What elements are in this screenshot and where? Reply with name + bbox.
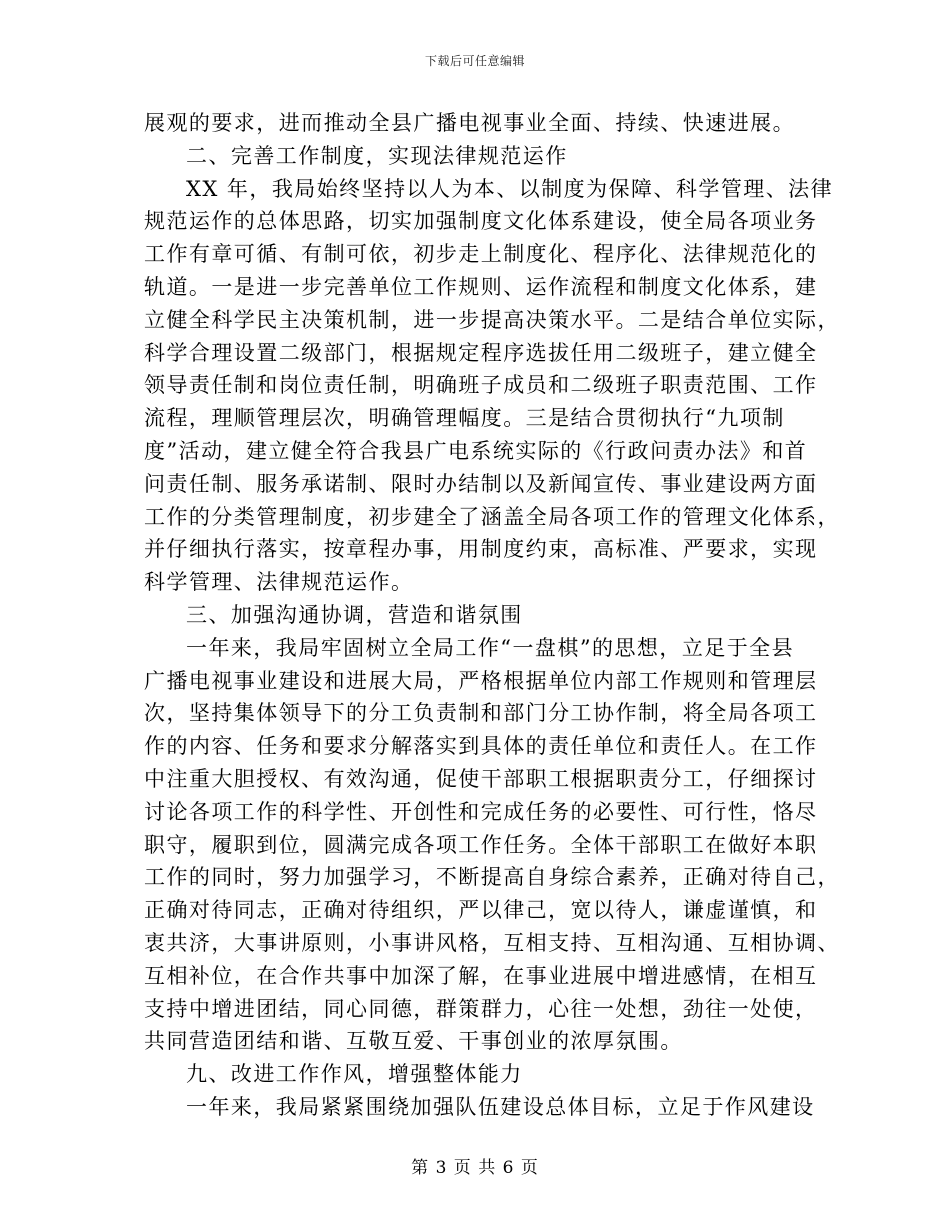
text-line: 科学管理、法律规范运作。 xyxy=(144,570,414,595)
text-line: 工作有章可循、有制可依，初步走上制度化、程序化、法律规范化的 xyxy=(144,242,818,267)
text-line: 支持中增进团结，同心同德，群策群力，心往一处想，劲往一处使， xyxy=(144,996,818,1021)
text-line: 度”活动，建立健全符合我县广电系统实际的《行政问责办法》和首 xyxy=(144,438,808,463)
text-line: 问责任制、服务承诺制、限时办结制以及新闻宣传、事业建设两方面 xyxy=(144,471,818,496)
document-body xyxy=(144,107,840,1124)
text-line: 共同营造团结和谐、互敬互爱、干事创业的浓厚氛围。 xyxy=(144,1029,683,1054)
text-line: 中注重大胆授权、有效沟通，促使干部职工根据职责分工，仔细探讨 xyxy=(144,766,818,791)
page-footer: 第 3 页 共 6 页 xyxy=(411,1158,539,1178)
text-line: 工作的同时，努力加强学习，不断提高自身综合素养，正确对待自己， xyxy=(144,865,840,890)
text-line: 二、完善工作制度，实现法律规范运作 xyxy=(186,143,568,168)
text-line: 立健全科学民主决策机制，进一步提高决策水平。二是结合单位实际， xyxy=(144,307,840,332)
text-line: 职守，履职到位，圆满完成各项工作任务。全体干部职工在做好本职 xyxy=(144,832,818,857)
text-line: 流程，理顺管理层次，明确管理幅度。三是结合贯彻执行“九项制 xyxy=(144,406,785,431)
text-line: 次，坚持集体领导下的分工负责制和部门分工协作制，将全局各项工 xyxy=(144,701,818,726)
text-line: 九、改进工作作风，增强整体能力 xyxy=(186,1062,523,1087)
text-line: 展观的要求，进而推动全县广播电视事业全面、持续、快速进展。 xyxy=(144,111,796,135)
text-line: 轨道。一是进一步完善单位工作规则、运作流程和制度文化体系，建 xyxy=(144,274,818,299)
text-line: 作的内容、任务和要求分解落实到具体的责任单位和责任人。在工作 xyxy=(144,734,818,759)
text-line: 正确对待同志，正确对待组织，严以律己，宽以待人，谦虚谨慎，和 xyxy=(144,898,818,923)
text-line: 广播电视事业建设和进展大局，严格根据单位内部工作规则和管理层 xyxy=(144,668,818,693)
text-line: 科学合理设置二级部门，根据规定程序选拔任用二级班子，建立健全 xyxy=(144,340,818,365)
text-line: 领导责任制和岗位责任制，明确班子成员和二级班子职责范围、工作 xyxy=(144,373,818,398)
text-line: 讨论各项工作的科学性、开创性和完成任务的必要性、可行性，恪尽 xyxy=(144,799,818,824)
text-line: XX 年，我局始终坚持以人为本、以制度为保障、科学管理、法律 xyxy=(186,176,834,201)
text-line: 并仔细执行落实，按章程办事，用制度约束，高标准、严要求，实现 xyxy=(144,537,818,562)
page-header: 下载后可任意编辑 xyxy=(424,54,525,68)
text-line: 互相补位，在合作共事中加深了解，在事业进展中增进感情，在相互 xyxy=(144,963,818,988)
text-line: 一年来，我局牢固树立全局工作“一盘棋”的思想，立足于全县 xyxy=(186,635,795,660)
text-line: 衷共济，大事讲原则，小事讲风格，互相支持、互相沟通、互相协调、 xyxy=(144,930,840,955)
text-line: 一年来，我局紧紧围绕加强队伍建设总体目标，立足于作风建设 xyxy=(186,1094,815,1119)
text-line: 工作的分类管理制度，初步建全了涵盖全局各项工作的管理文化体系， xyxy=(144,504,840,529)
text-line: 规范运作的总体思路，切实加强制度文化体系建设，使全局各项业务 xyxy=(144,209,818,234)
text-line: 三、加强沟通协调，营造和谐氛围 xyxy=(186,602,523,627)
